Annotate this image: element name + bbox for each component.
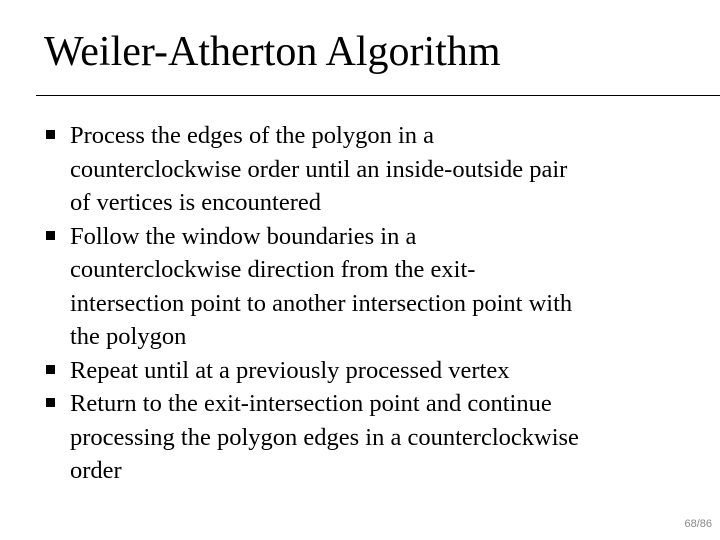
bullet-line: counterclockwise order until an inside-outside pair bbox=[70, 155, 568, 183]
bullet-line: processing the polygon edges in a counterclockwise bbox=[70, 423, 579, 451]
bullet-item bbox=[44, 387, 684, 488]
title-divider bbox=[36, 95, 720, 96]
square-bullet-icon bbox=[46, 130, 55, 139]
bullet-line: the polygon bbox=[70, 323, 187, 350]
bullet-line: order bbox=[70, 457, 122, 484]
square-bullet-icon bbox=[46, 398, 55, 407]
bullet-line: intersection point to another intersection point with bbox=[70, 289, 573, 317]
page-number: 68/86 bbox=[684, 518, 712, 530]
bullet-line: of vertices is encountered bbox=[70, 189, 322, 216]
bullet-line: Follow the window boundaries in a bbox=[70, 222, 417, 250]
bullet-line: Process the edges of the polygon in a bbox=[70, 122, 435, 149]
square-bullet-icon bbox=[46, 365, 55, 374]
bullet-item bbox=[44, 220, 684, 354]
square-bullet-icon bbox=[46, 231, 55, 240]
bullet-item bbox=[44, 354, 684, 388]
slide-title: Weiler-Atherton Algorithm bbox=[44, 29, 501, 75]
bullet-line: Return to the exit-intersection point and continue bbox=[70, 390, 552, 417]
bullet-item bbox=[44, 119, 684, 220]
bullet-line: counterclockwise direction from the exit- bbox=[70, 256, 476, 283]
bullet-list bbox=[44, 119, 684, 488]
bullet-line: Repeat until at a previously processed vertex bbox=[70, 356, 510, 384]
